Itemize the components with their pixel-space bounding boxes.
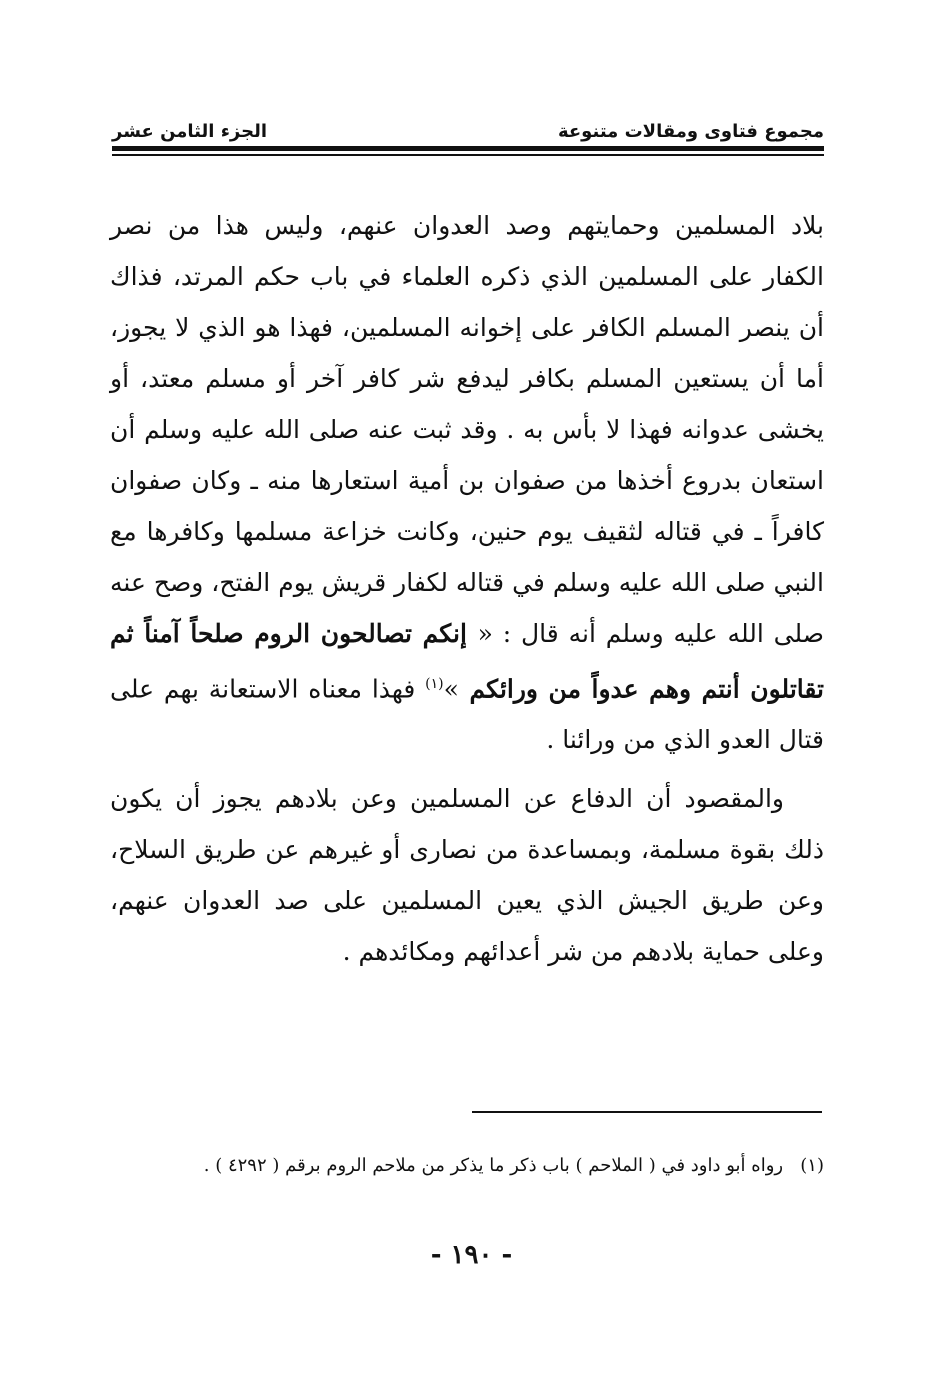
paragraph-2 [110,773,824,977]
footnote [110,1148,824,1184]
paragraph-1 [110,200,824,765]
footnote-reference: (١) [425,676,444,692]
book-title: مجموع فتاوى ومقالات متنوعة [557,121,824,142]
running-header [112,112,824,142]
footnote-text: رواه أبو داود في ( الملاحم ) باب ذكر ما يذكر من ملاحم الروم برقم ( ٤٢٩٢ ) . [203,1155,784,1176]
paragraph-1-text: بلاد المسلمين وحمايتهم وصد العدوان عنهم، وليس هذا من نصر الكفار على المسلمين الذي ذكره العلماء في باب حكم المرتد، فذاك أن ينصر المسلم الكافر على إخوانه المسلمين، فهذا هو الذي لا يجوز، أما أن يستعين المسلم بكافر ليدفع شر كافر آخر أو مسلم معتد، أو يخشى عدوانه فهذا لا بأس به . وقد ثبت عنه صلى الله عليه وسلم أن استعان بدروع أخذها من صفوان بن أمية استعارها منه ـ وكان صفوان كافراً ـ في قتاله لثقيف يوم حنين، وكانت خزاعة مسلمها وكافرها مع النبي صلى الله عليه وسلم في قتاله لكفار قريش يوم الفتح، وصح عنه صلى الله عليه وسلم أنه قال : « [110,211,824,648]
header-rule-thick [112,146,824,151]
volume-label: الجزء الثامن عشر [112,121,268,142]
quote-close: » [443,674,459,704]
page-number: - ١٩٠ - [430,1240,513,1270]
footnote-separator [472,1111,822,1113]
hadith-quote: إنكم تصالحون الروم صلحاً آمناً ثم تقاتلون أنتم وهم عدواً من ورائكم [110,619,824,704]
main-text [110,200,824,977]
paragraph-2-text: والمقصود أن الدفاع عن المسلمين وعن بلادهم يجوز أن يكون ذلك بقوة مسلمة، وبمساعدة من نصارى أو غيرهم عن طريق السلاح، وعن طريق الجيش الذي يعين المسلمين على صد العدوان عنهم، وعلى حماية بلادهم من شر أعدائهم ومكائدهم . [110,784,824,967]
header-rule-thin [112,154,824,156]
paragraph-1-ending: فهذا معناه الاستعانة بهم على قتال العدو الذي من ورائنا . [110,674,824,755]
footnote-marker: (١) [800,1155,824,1176]
